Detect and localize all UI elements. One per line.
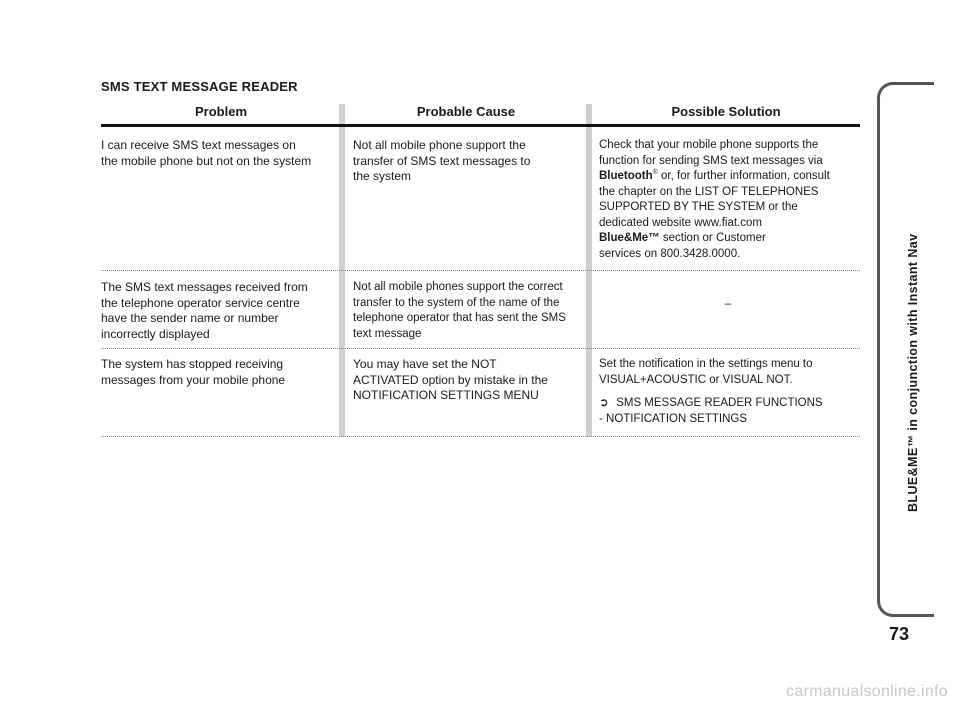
side-chapter-label: BLUE&ME™ in conjunction with Instant Nav xyxy=(906,233,920,512)
table-cell-cause: Not all mobile phone support the transfer of SMS text messages to the system xyxy=(353,138,531,183)
row-separator xyxy=(101,348,860,349)
table-cell-problem: I can receive SMS text messages on the mobile phone but not on the system xyxy=(101,138,312,168)
blueme-brand: Blue&Me™ xyxy=(599,232,660,244)
column-header-solution: Possible Solution xyxy=(671,104,781,119)
table-cell-problem: The system has stopped receiving messages from your mobile phone xyxy=(101,357,286,387)
table-cell-solution: – xyxy=(724,296,732,310)
arrow-right-icon: ➲ xyxy=(599,397,609,409)
row-separator xyxy=(101,436,860,437)
table-cell-problem: The SMS text messages received from the telephone operator service centre have the sender name or number incorrectly displayed xyxy=(101,280,308,341)
column-header-cause: Probable Cause xyxy=(416,104,516,119)
table-cell-solution: Set the notification in the settings menu to VISUAL+ACOUSTIC or VISUAL NOT. ➲ SMS MESSAGE READER FUNCTIONS - NOTIFICATION SETTINGS xyxy=(599,358,823,425)
watermark: carmanualsonline.info xyxy=(786,683,948,700)
row-separator xyxy=(101,270,860,271)
page-number: 73 xyxy=(888,624,910,644)
section-title: SMS TEXT MESSAGE READER xyxy=(101,79,298,94)
header-rule xyxy=(101,124,860,127)
column-header-problem: Problem xyxy=(194,104,247,119)
bluetooth-brand: Bluetooth xyxy=(599,170,653,182)
table-cell-solution: Check that your mobile phone supports the function for sending SMS text messages via Bluetooth® or, for further information, consult the chapter on the LIST OF TELEPHONES SUPPORTED BY THE SYSTEM or the dedicated website www.fiat.com Blue&Me™ section or Customer services on 800.3428.0000. xyxy=(599,139,830,260)
table-cell-cause: You may have set the NOT ACTIVATED option by mistake in the NOTIFICATION SETTINGS MENU xyxy=(353,357,548,402)
table-cell-cause: Not all mobile phones support the correct transfer to the system of the name of the telephone operator that has sent the SMS text message xyxy=(353,281,566,340)
